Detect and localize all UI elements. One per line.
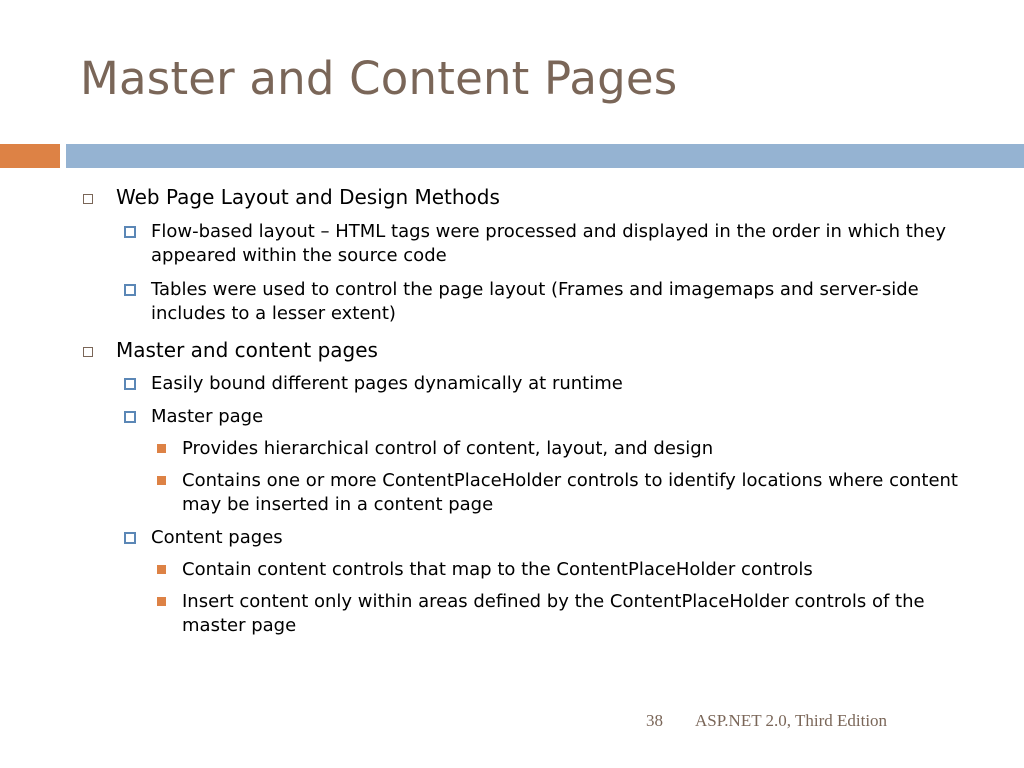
bullet-text: Master and content pages <box>116 338 378 362</box>
bullet-text: Content pages <box>151 527 283 548</box>
framed-square-bullet-icon <box>124 411 136 423</box>
bullet-text: Easily bound different pages dynamically at runtime <box>151 373 623 394</box>
framed-square-bullet-icon <box>124 532 136 544</box>
framed-square-bullet-icon <box>124 378 136 390</box>
hollow-square-bullet-icon <box>83 347 93 357</box>
hollow-square-bullet-icon <box>83 194 93 204</box>
bullet-text: Insert content only within areas defined by the ContentPlaceHolder controls of the master page <box>182 591 925 636</box>
filled-square-bullet-icon <box>157 444 166 453</box>
footer-text: ASP.NET 2.0, Third Edition <box>695 711 888 730</box>
bullet-text: Contain content controls that map to the ContentPlaceHolder controls <box>182 559 813 580</box>
filled-square-bullet-icon <box>157 476 166 485</box>
slide-title: Master and Content Pages <box>80 52 678 105</box>
page-number: 38 <box>646 711 663 730</box>
filled-square-bullet-icon <box>157 597 166 606</box>
bullet-text: Contains one or more ContentPlaceHolder controls to identify locations where content may be inserted in a content page <box>182 470 958 515</box>
bullet-text: Flow-based layout – HTML tags were processed and displayed in the order in which they appeared within the source code <box>151 221 946 266</box>
bullet-text: Provides hierarchical control of content, layout, and design <box>182 438 714 459</box>
accent-bar-orange <box>0 144 60 168</box>
bullet-text: Web Page Layout and Design Methods <box>116 185 500 209</box>
bullet-text: Master page <box>151 406 264 427</box>
accent-bar-blue <box>66 144 1024 168</box>
bullet-text: Tables were used to control the page layout (Frames and imagemaps and server-side includes to a lesser extent) <box>151 279 919 324</box>
filled-square-bullet-icon <box>157 565 166 574</box>
framed-square-bullet-icon <box>124 284 136 296</box>
framed-square-bullet-icon <box>124 226 136 238</box>
